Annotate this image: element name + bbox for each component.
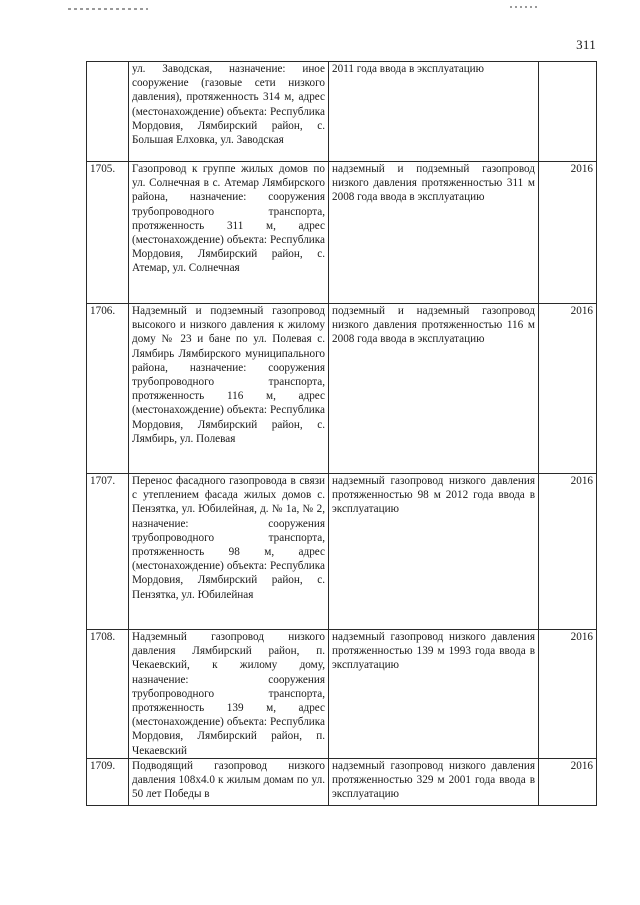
object-name: Надземный газопровод низкого давления Лямбирский район, п. Чекаевский, к жилому дому, назначение: сооружения трубопроводного транспорта, протяженность 139 м, адрес (местонахождение) объекта: Республика Мордовия, Лямбирский район, п. Чекаевский xyxy=(129,630,329,759)
table-row xyxy=(87,758,597,805)
object-description: подземный и надземный газопровод низкого давления протяженностью 116 м 2008 года ввода в эксплуатацию xyxy=(329,304,539,474)
object-description: надземный газопровод низкого давления протяженностью 98 м 2012 года ввода в эксплуатацию xyxy=(329,474,539,630)
scan-artifact-left xyxy=(68,8,148,10)
object-name: Надземный и подземный газопровод высокого и низкого давления к жилому дому № 23 и бане по ул. Полевая с. Лямбирь Лямбирского муниципального района, назначение: сооружения трубопроводного транспорта, протяженность 116 м, адрес (местонахождение) объекта: Республика Мордовия, Лямбирский район, с. Лямбирь, ул. Полевая xyxy=(129,304,329,474)
row-number: 1708. xyxy=(87,630,129,759)
object-name: Перенос фасадного газопровода в связи с утеплением фасада жилых домов с. Пензятка, ул. Юбилейная, д. № 1а, № 2, назначение: сооружения трубопроводного транспорта, протяженность 98 м, адрес (местонахождение) объекта: Республика Мордовия, Лямбирский район, с. Пензятка, ул. Юбилейная xyxy=(129,474,329,630)
table-row xyxy=(87,474,597,630)
row-number xyxy=(87,62,129,162)
year xyxy=(539,62,597,162)
object-description: надземный и подземный газопровод низкого давления протяженностью 311 м 2008 года ввода в эксплуатацию xyxy=(329,162,539,304)
object-name: ул. Заводская, назначение: иное сооружение (газовые сети низкого давления), протяженность 314 м, адрес (местонахождение) объекта: Республика Мордовия, Лямбирский район, с. Большая Елховка, ул. Заводская xyxy=(129,62,329,162)
row-number: 1705. xyxy=(87,162,129,304)
row-number: 1707. xyxy=(87,474,129,630)
year: 2016 xyxy=(539,162,597,304)
table-row xyxy=(87,304,597,474)
row-number: 1706. xyxy=(87,304,129,474)
scan-artifact-right xyxy=(510,6,538,8)
table-row xyxy=(87,162,597,304)
year: 2016 xyxy=(539,758,597,805)
page-number: 311 xyxy=(576,37,596,52)
object-description: 2011 года ввода в эксплуатацию xyxy=(329,62,539,162)
year: 2016 xyxy=(539,304,597,474)
object-name: Подводящий газопровод низкого давления 108х4.0 к жилым домам по ул. 50 лет Победы в xyxy=(129,758,329,805)
year: 2016 xyxy=(539,630,597,759)
object-description: надземный газопровод низкого давления протяженностью 329 м 2001 года ввода в эксплуатацию xyxy=(329,758,539,805)
row-number: 1709. xyxy=(87,758,129,805)
year: 2016 xyxy=(539,474,597,630)
table-row xyxy=(87,62,597,162)
registry-table xyxy=(86,61,597,806)
table-row xyxy=(87,630,597,759)
object-name: Газопровод к группе жилых домов по ул. Солнечная в с. Атемар Лямбирского района, назначение: сооружения трубопроводного транспорта, протяженность 311 м, адрес (местонахождение) объекта: Республика Мордовия, Лямбирский район, с. Атемар, ул. Солнечная xyxy=(129,162,329,304)
object-description: надземный газопровод низкого давления протяженностью 139 м 1993 года ввода в эксплуатацию xyxy=(329,630,539,759)
